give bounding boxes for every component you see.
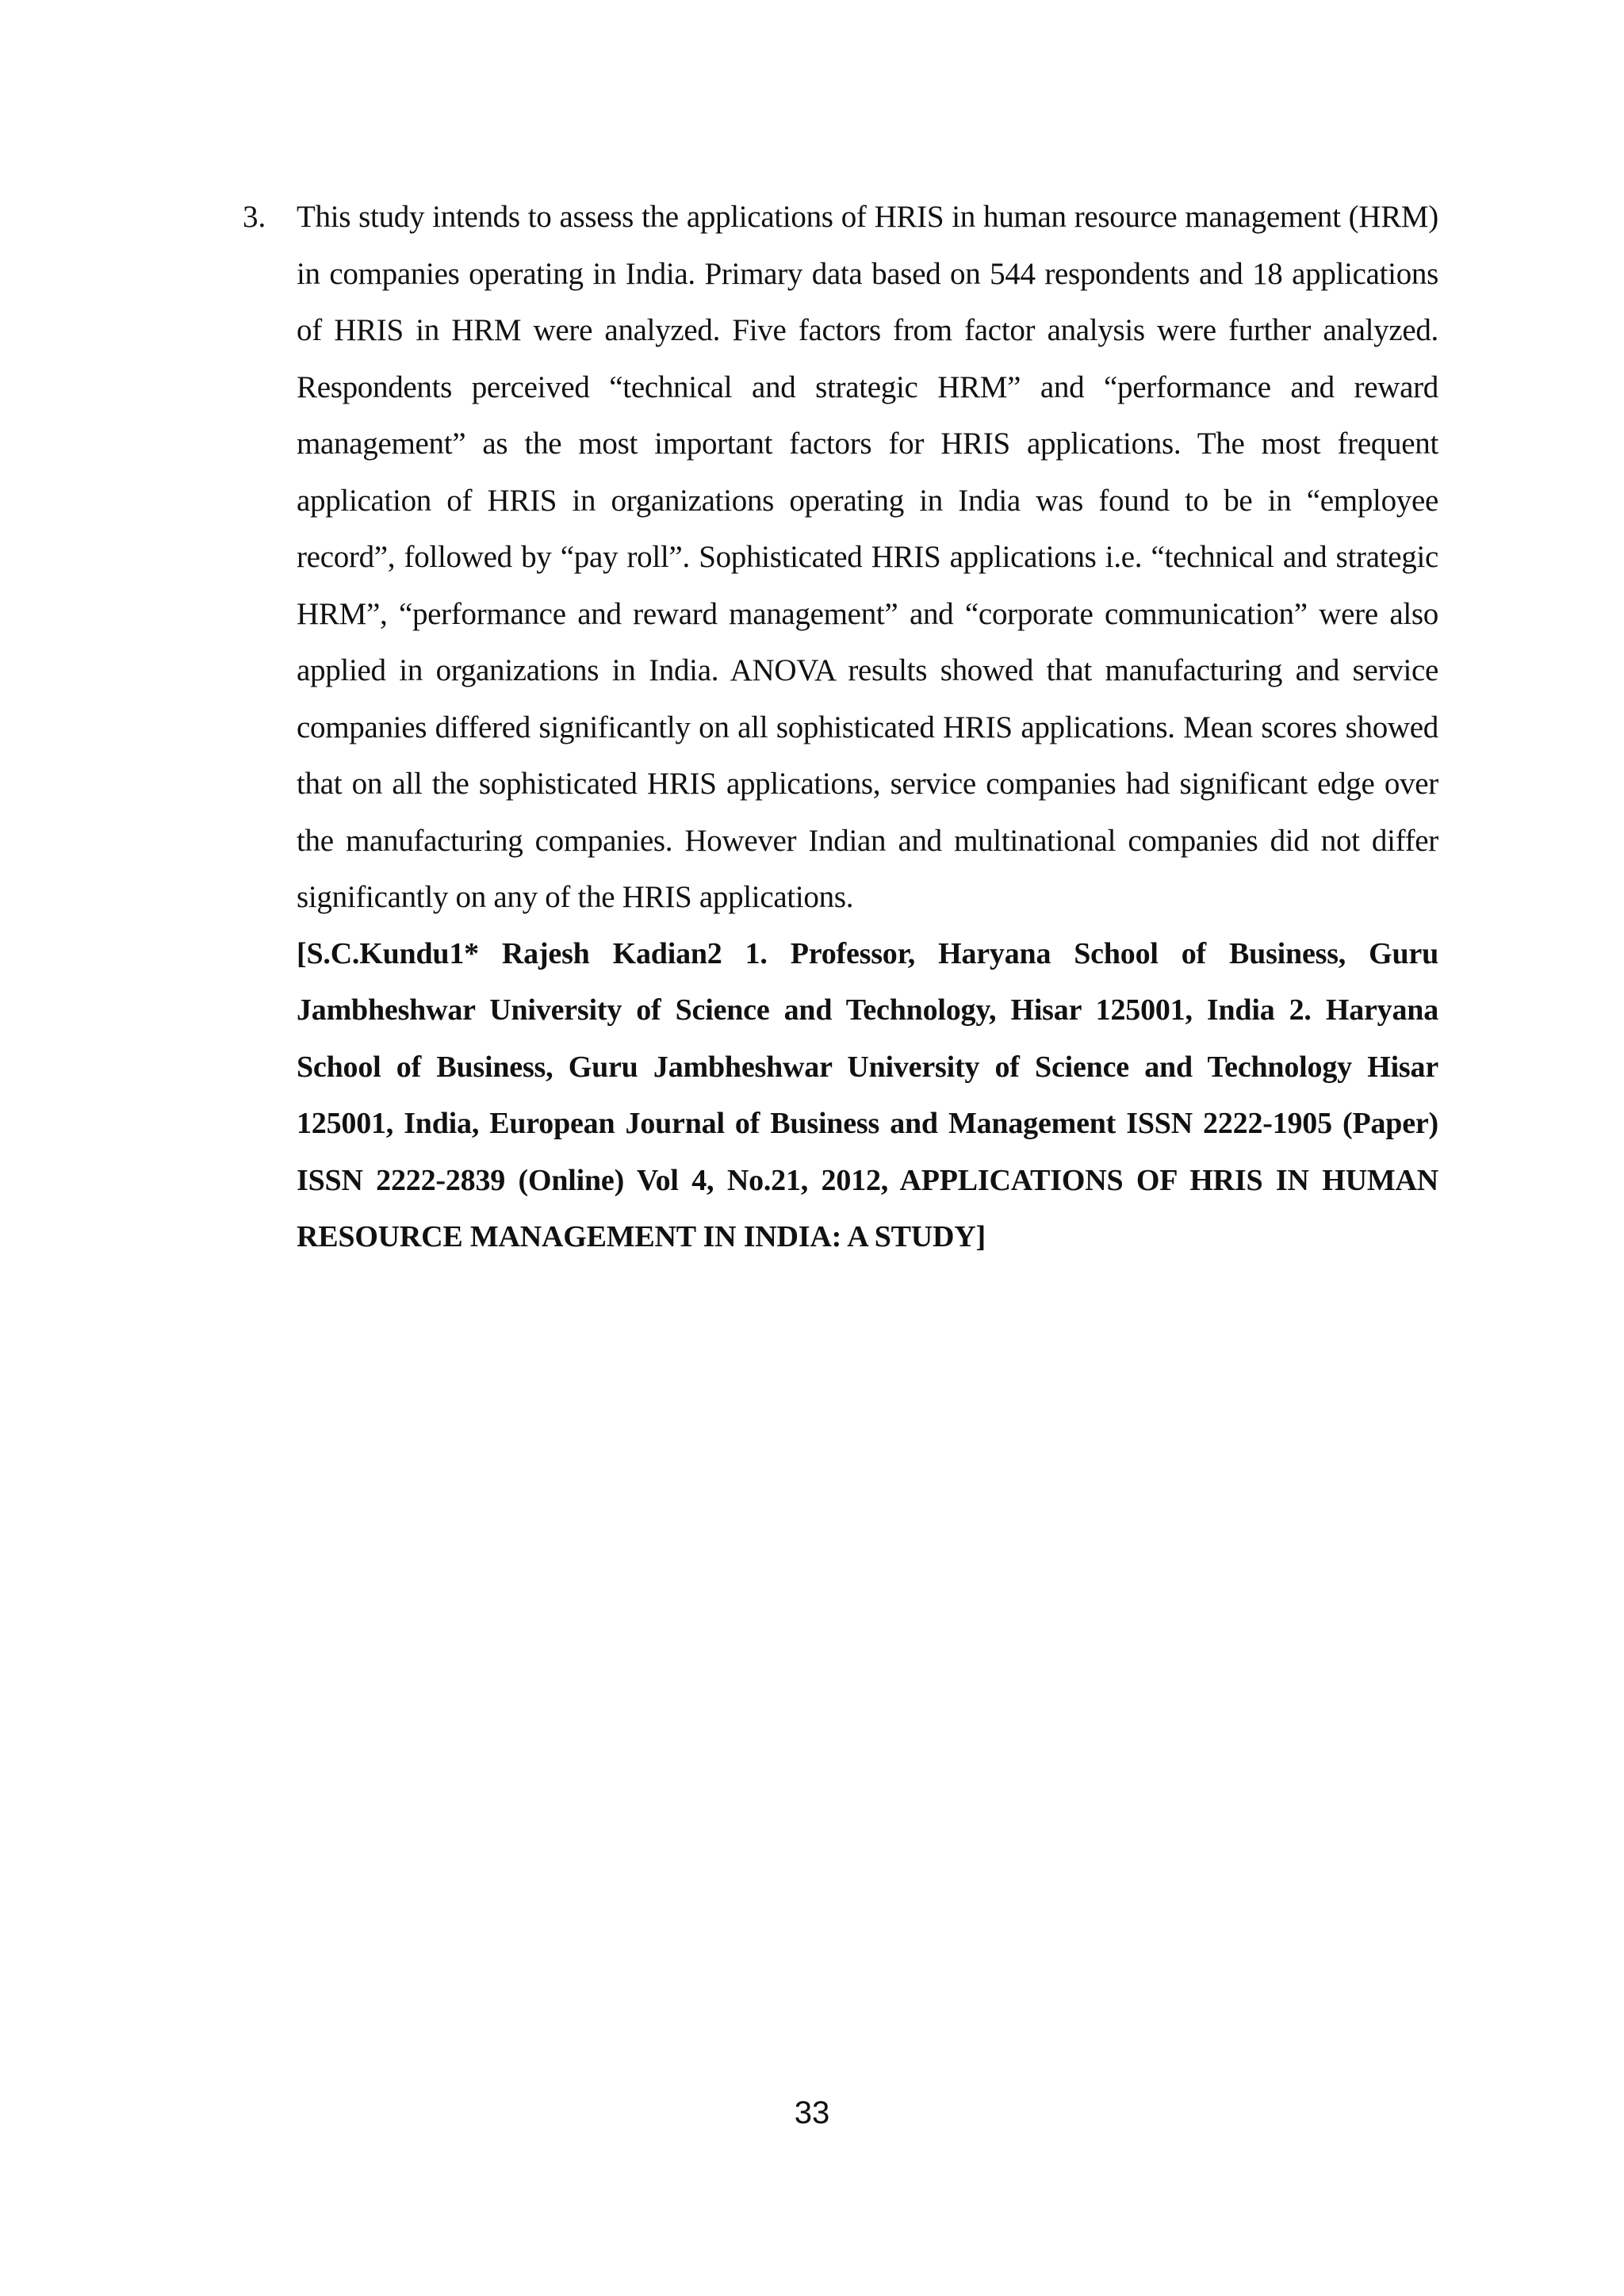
abstract-paragraph: This study intends to assess the applications of HRIS in human resource management (HRM) in companies operating in India. Primary data based on 544 respondents and 18 applications of HRIS in HRM were analyzed. Five factors from factor analysis were further analyzed. Respondents perceived “technical and strategic HRM” and “performance and reward management” as the most important factors for HRIS applications. The most frequent application of HRIS in organizations operating in India was found to be in “employee record”, followed by “pay roll”. Sophisticated HRIS applications i.e. “technical and strategic HRM”, “performance and reward management” and “corporate communication” were also applied in organizations in India. ANOVA results showed that manufacturing and service companies differed significantly on all sophisticated HRIS applications. Mean scores showed that on all the sophisticated HRIS applications, service companies had significant edge over the manufacturing companies. However Indian and multinational companies did not differ significantly on any of the HRIS applications.	[297, 200, 1438, 914]
citation-paragraph: [S.C.Kundu1* Rajesh Kadian2 1. Professor, Haryana School of Business, Guru Jambheshwar University of Science and Technology, Hisar 125001, India 2. Haryana School of Business, Guru Jambheshwar University of Science and Technology Hisar 125001, India, European Journal of Business and Management ISSN 2222-1905 (Paper) ISSN 2222-2839 (Online) Vol 4, No.21, 2012, APPLICATIONS OF HRIS IN HUMAN RESOURCE MANAGEMENT IN INDIA: A STUDY]	[297, 936, 1438, 1253]
item-number: 3.	[243, 200, 266, 234]
page-number: 33	[794, 2095, 830, 2130]
item-body	[297, 189, 1438, 1266]
